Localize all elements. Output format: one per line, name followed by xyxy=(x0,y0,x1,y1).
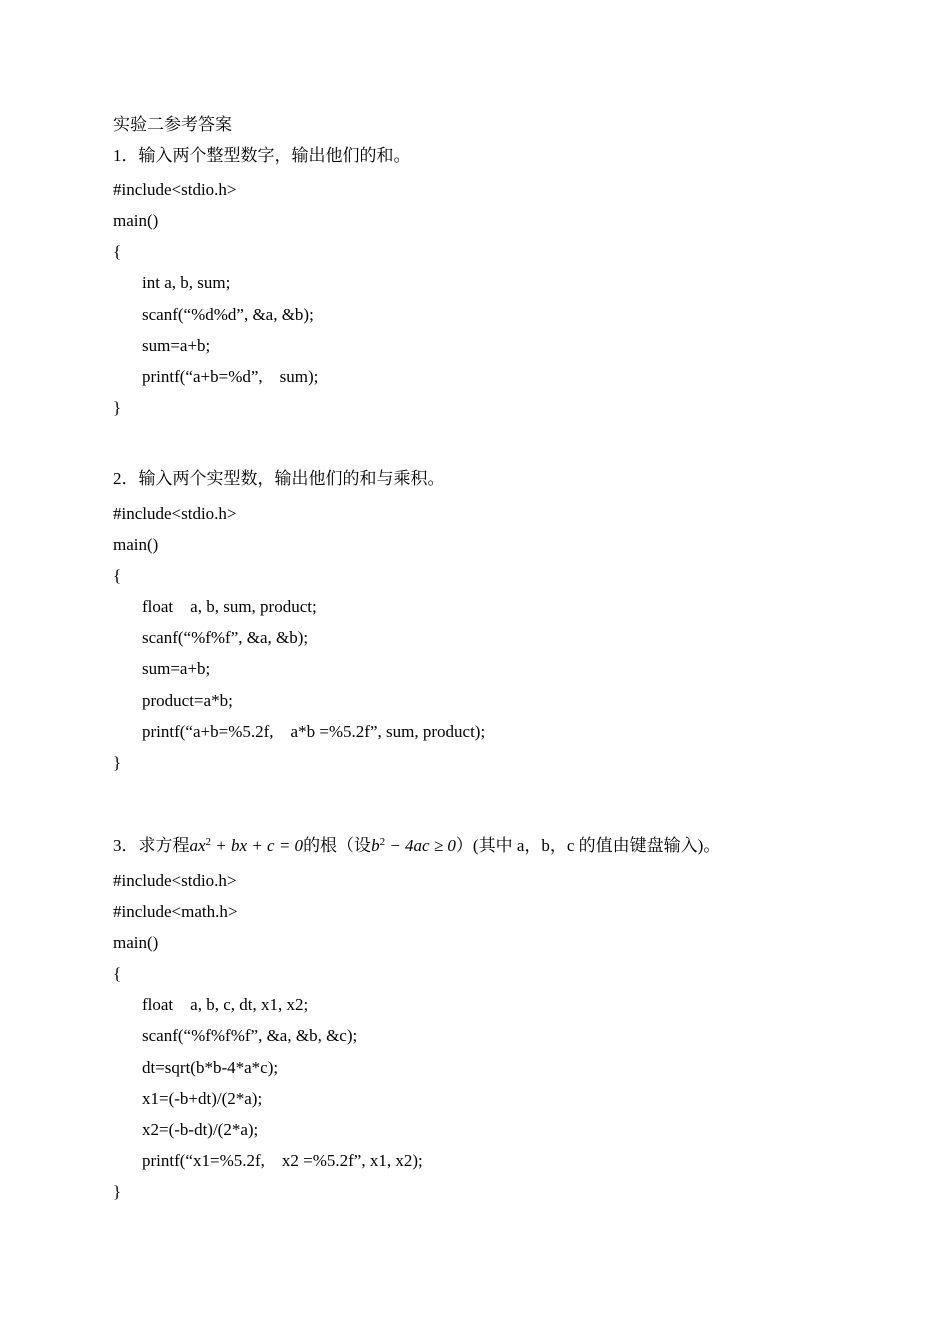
q2-code-line: printf(“a+b=%5.2f, a*b =%5.2f”, sum, product); xyxy=(142,722,486,741)
q3-heading-pre: 3．求方程 xyxy=(113,836,190,855)
q3-code-line: main() xyxy=(113,933,159,952)
q3-code-line: #include<stdio.h> xyxy=(113,871,237,890)
q2-heading: 2．输入两个实型数，输出他们的和与乘积。 xyxy=(113,469,445,488)
q1-code-line: printf(“a+b=%d”, sum); xyxy=(142,367,319,386)
q2-code-line: main() xyxy=(113,535,159,554)
q2-code-line: sum=a+b; xyxy=(142,659,211,678)
equation-exponent: 2 xyxy=(379,836,386,848)
q3-code-line: scanf(“%f%f%f”, &a, &b, &c); xyxy=(142,1026,358,1045)
q1-code-line: { xyxy=(113,242,122,261)
q1-heading: 1．输入两个整型数字，输出他们的和。 xyxy=(113,146,411,165)
equation-term: + bx + c = 0 xyxy=(211,836,304,855)
q3-heading-post: ）(其中 a，b，c 的值由键盘输入)。 xyxy=(455,836,721,855)
q3-code-line: #include<math.h> xyxy=(113,902,238,921)
q3-code-line: dt=sqrt(b*b-4*a*c); xyxy=(142,1058,279,1077)
q3-code-line: x1=(-b+dt)/(2*a); xyxy=(142,1089,263,1108)
equation-exponent: 2 xyxy=(205,836,212,848)
q2-code-line: scanf(“%f%f”, &a, &b); xyxy=(142,628,309,647)
q3-code-line: x2=(-b-dt)/(2*a); xyxy=(142,1120,259,1139)
q3-heading xyxy=(113,831,720,857)
q1-code-line: } xyxy=(113,398,122,417)
q2-code-line: #include<stdio.h> xyxy=(113,504,237,523)
q3-heading-mid: 的根（设 xyxy=(303,836,372,855)
equation-term: ax xyxy=(189,836,206,855)
q3-code-line: } xyxy=(113,1182,122,1201)
q2-code-line: } xyxy=(113,753,122,772)
equation-term: − 4ac ≥ 0 xyxy=(385,836,456,855)
q3-code-line: float a, b, c, dt, x1, x2; xyxy=(142,995,309,1014)
equation-discriminant xyxy=(371,836,456,855)
q1-code-line: main() xyxy=(113,211,159,230)
q2-code-line: product=a*b; xyxy=(142,691,233,710)
equation-term: b xyxy=(371,836,380,855)
q1-code-line: int a, b, sum; xyxy=(142,273,231,292)
q1-code-line: sum=a+b; xyxy=(142,336,211,355)
q3-code-line: printf(“x1=%5.2f, x2 =%5.2f”, x1, x2); xyxy=(142,1151,423,1170)
equation-quadratic xyxy=(190,836,304,855)
q2-code-line: { xyxy=(113,566,122,585)
doc-title: 实验二参考答案 xyxy=(113,115,232,134)
q3-code-line: { xyxy=(113,964,122,983)
q2-code-line: float a, b, sum, product; xyxy=(142,597,317,616)
q1-code-line: scanf(“%d%d”, &a, &b); xyxy=(142,305,314,324)
q1-code-line: #include<stdio.h> xyxy=(113,180,237,199)
